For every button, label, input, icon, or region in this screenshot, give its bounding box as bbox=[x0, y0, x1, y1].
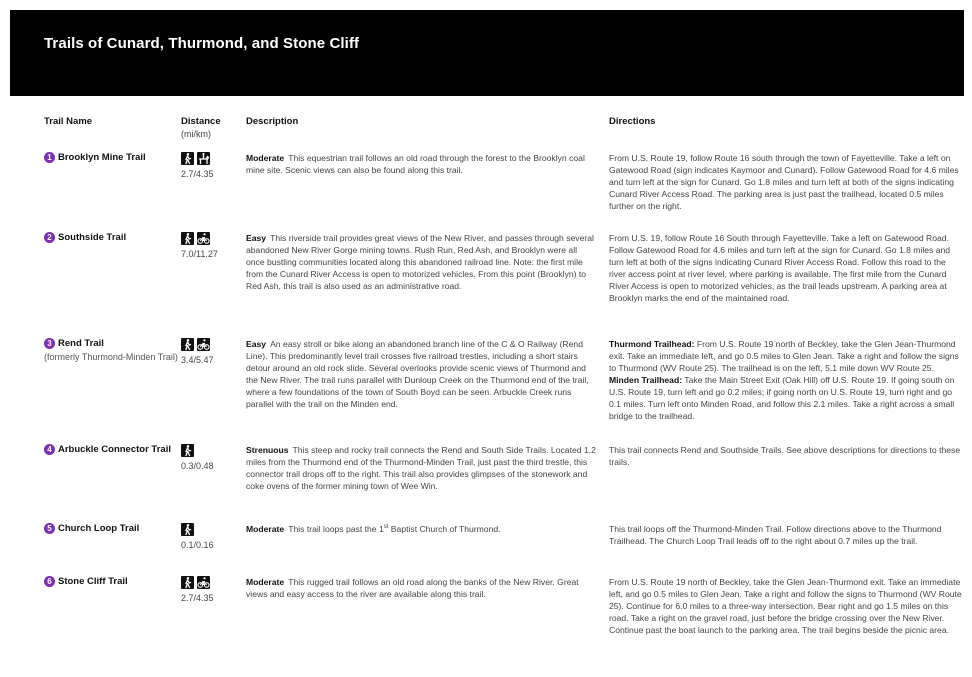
description-text: This equestrian trail follows an old road through the forest to the Brooklyn coal mine site. Scenic views can also be found along this trail. bbox=[246, 153, 585, 175]
trail-distance: 2.7/4.35 bbox=[181, 169, 214, 179]
trail-distance-cell bbox=[181, 576, 241, 604]
bike-icon bbox=[197, 576, 210, 589]
hiker-icon bbox=[181, 576, 194, 589]
header-distance-unit: (mi/km) bbox=[181, 129, 211, 139]
trail-name: Stone Cliff Trail bbox=[58, 576, 128, 587]
page-header bbox=[10, 10, 964, 96]
header-description: Description bbox=[246, 116, 299, 127]
trail-distance-cell bbox=[181, 152, 241, 180]
trail-name: Southside Trail bbox=[58, 232, 127, 243]
trail-distance-cell bbox=[181, 444, 241, 472]
difficulty-level: Moderate bbox=[246, 153, 285, 163]
trail-number-badge: 3 bbox=[44, 338, 55, 349]
trail-directions: From U.S. 19, follow Route 16 South through Fayetteville. Take a left on Gatewood Road. Follow Gatewood Road for 4.6 miles and turn left at the sign for Cunard. Go 1.8 miles and turn left at both of the signs indicating Cunard River Access Road. Follow this road to the river access point at river level, where parking is available. The first mile from the Cunard River Access is open to motorized vehicles, as the trail leads upstream. A parking area at Brooklyn marks the end of the maintained road. bbox=[609, 233, 951, 303]
trail-description bbox=[246, 232, 596, 292]
horse-icon bbox=[197, 152, 210, 165]
trail-distance: 7.0/11.27 bbox=[181, 249, 218, 259]
directions-label: Minden Trailhead: bbox=[609, 375, 683, 385]
trail-distance: 0.3/0.48 bbox=[181, 461, 214, 471]
trail-distance-cell bbox=[181, 523, 241, 551]
trail-name-cell bbox=[44, 444, 179, 456]
trail-description bbox=[246, 152, 596, 176]
directions-text: Take the Main Street Exit (Oak Hill) off U.S. Route 19. If going south on U.S. Route 19, turn left and go 0.2 miles; if going north on U.S. Route 19, turn right and go 0.1 miles. Turn left onto Minden Road, and follow this 2.1 miles. Take a right across a small bridge to the trailhead. bbox=[609, 375, 955, 421]
description-text: This steep and rocky trail connects the Rend and South Side Trails. Located 1.2 miles from the Thurmond end of the Thurmond-Minden Trail, just past the third trestle, this connector trail drops off to the right. This trail also provides glimpses of the stonework and coke ovens of the former mining town of Wee Win. bbox=[246, 445, 596, 491]
hiker-icon bbox=[181, 444, 194, 457]
trail-distance: 2.7/4.35 bbox=[181, 593, 214, 603]
trail-name-cell bbox=[44, 576, 179, 588]
trail-distance: 0.1/0.16 bbox=[181, 540, 214, 550]
trail-name-cell bbox=[44, 523, 179, 535]
description-text: An easy stroll or bike along an abandoned branch line of the C & O Railway (Rend Line). This predominantly level trail crosses five railroad trestles, including a short stairs detour around an old rock slide. Several overlooks provide scenic views of Thurmond and the New River. The trail runs parallel with Dunloup Creek on the Thurmond end of the trail, where a few foundations of the town of South Boyd can be seen. Arbuckle Creek runs parallel with the trail on the Minden end. bbox=[246, 339, 589, 409]
description-text: This rugged trail follows an old road along the banks of the New River. Great views and easy access to the river are available along this trail. bbox=[246, 577, 579, 599]
description-text: Baptist Church of Thurmond. bbox=[388, 524, 501, 534]
difficulty-level: Strenuous bbox=[246, 445, 289, 455]
trail-directions: From U.S. Route 19 north of Beckley, take the Glen Jean-Thurmond exit. Take an immediate left, and go 0.5 miles to Glen Jean. Take a right and follow the signs to Thurmond (WV Route 25). Continue for 6.0 miles to a three-way intersection. Bear right and go 1.5 miles on this road. Take a right on the gravel road, just before the bridge crossing over the New River. Continue past the boat launch to the parking area. The trail begins beside the picnic area. bbox=[609, 577, 962, 635]
hiker-icon bbox=[181, 152, 194, 165]
description-text: This riverside trail provides great views of the New River, and passes through several abandoned New River Gorge mining towns. Rush Run, Red Ash, and Brooklyn were all once bustling communities located along this abandoned railroad line. Note: the first mile from the Cunard River Access is open to motorized vehicles. From this point (Brooklyn) to Red Ash, this trail is also used as an administrative road. bbox=[246, 233, 594, 291]
trail-description bbox=[246, 523, 596, 535]
difficulty-level: Easy bbox=[246, 233, 267, 243]
trail-description bbox=[246, 576, 596, 600]
difficulty-level: Easy bbox=[246, 339, 267, 349]
trail-description bbox=[246, 444, 596, 492]
hiker-icon bbox=[181, 232, 194, 245]
hiker-icon bbox=[181, 338, 194, 351]
trail-number-badge: 5 bbox=[44, 523, 55, 534]
directions-label: Thurmond Trailhead: bbox=[609, 339, 695, 349]
trail-directions: This trail connects Rend and Southside Trails. See above descriptions for directions to these trails. bbox=[609, 445, 961, 467]
header-trail-name: Trail Name bbox=[44, 116, 93, 127]
trail-number-badge: 6 bbox=[44, 576, 55, 587]
trail-name: Brooklyn Mine Trail bbox=[58, 152, 146, 163]
hiker-icon bbox=[181, 523, 194, 536]
trail-number-badge: 4 bbox=[44, 444, 55, 455]
description-superscript: st bbox=[383, 524, 389, 531]
description-text: This trail loops past the 1 bbox=[288, 524, 384, 534]
trail-description bbox=[246, 338, 596, 410]
trail-name-cell bbox=[44, 232, 179, 244]
trail-directions bbox=[609, 338, 964, 422]
trail-distance-cell bbox=[181, 338, 241, 366]
directions-text: From U.S. Route 19 north of Beckley, take the Glen Jean-Thurmond exit. Take an immediate left, and go 0.5 miles to Glen Jean. Take a right and follow the signs to Thurmond (WV Route 25). The trailhead is on the left, 5.1 mile down WV Route 25. bbox=[609, 339, 959, 373]
header-distance bbox=[181, 116, 221, 141]
trail-name: Rend Trail bbox=[58, 338, 104, 349]
trail-distance: 3.4/5.47 bbox=[181, 355, 214, 365]
bike-icon bbox=[197, 232, 210, 245]
trail-name: Church Loop Trail bbox=[58, 523, 140, 534]
trail-name-cell bbox=[44, 152, 179, 164]
bike-icon bbox=[197, 338, 210, 351]
trail-number-badge: 2 bbox=[44, 232, 55, 243]
trail-number-badge: 1 bbox=[44, 152, 55, 163]
trail-name-cell bbox=[44, 338, 179, 363]
trail-former-name: (formerly Thurmond-Minden Trail) bbox=[44, 352, 178, 362]
difficulty-level: Moderate bbox=[246, 577, 285, 587]
header-distance-label: Distance bbox=[181, 116, 221, 127]
header-directions: Directions bbox=[609, 116, 656, 127]
trail-name: Arbuckle Connector Trail bbox=[58, 444, 171, 455]
trail-distance-cell bbox=[181, 232, 241, 260]
trail-directions: From U.S. Route 19, follow Route 16 south through the town of Fayetteville. Take a left on Gatewood Road (sign indicates Kaymoor and Cunard). Follow Gatewood Road for 4.6 miles and turn left at the sign for Cunard. Go 1.8 miles and turn left at both of the signs indicating Cunard River Access Road. The parking area is just past the trailhead, located 0.5 miles further on the right. bbox=[609, 153, 959, 211]
trail-directions: This trail loops off the Thurmond-Minden Trail. Follow directions above to the Thurmond Trailhead. The Church Loop Trail leads off to the right about 0.7 miles up the trail. bbox=[609, 524, 942, 546]
difficulty-level: Moderate bbox=[246, 524, 285, 534]
page-title: Trails of Cunard, Thurmond, and Stone Cliff bbox=[44, 35, 360, 52]
